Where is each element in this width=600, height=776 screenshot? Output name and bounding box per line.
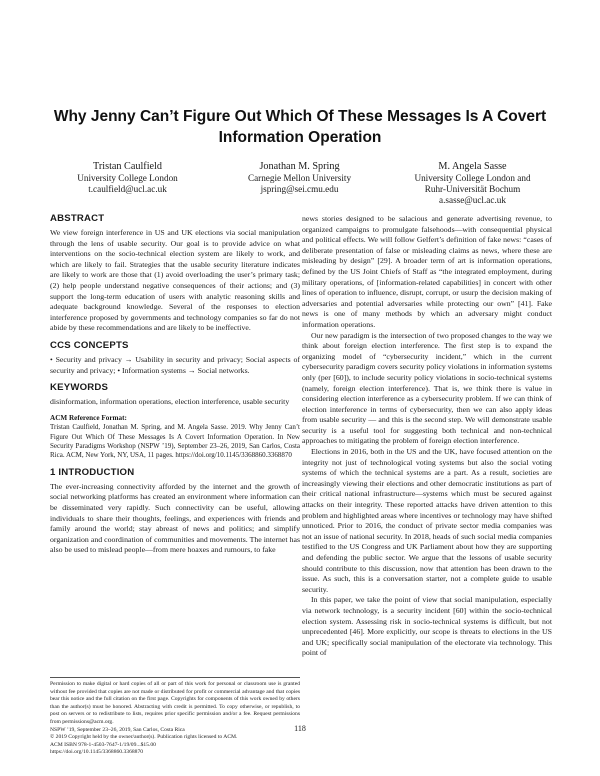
venue-line: NSPW ’19, September 23–26, 2019, San Carlos, Costa Rica <box>50 726 185 733</box>
author-email: a.sasse@ucl.ac.uk <box>439 195 506 205</box>
reference-format-text: Tristan Caulfield, Jonathan M. Spring, and M. Angela Sasse. 2019. Why Jenny Can’t Figure Out Which Of These Messages Is A Covert Information Operation. In New Security Paradigms Workshop (NSPW ’19), September 23–26, 2019, San Carlos, Costa Rica. ACM, New York, NY, USA, 11 pages. https://doi.org/10.1145/3368860.3368870 <box>50 423 300 460</box>
author-2 <box>212 160 387 195</box>
isbn-line: ACM ISBN 978-1-4503-7647-1/19/09...$15.00 <box>50 741 156 748</box>
abstract-text: We view foreign interference in US and UK elections via social manipulation through the lens of usable security. Our goal is to provide advice on what interventions on the socio-technical election system are likely to work, and which are likely to fail. Strategies that the usable security literature indicates are likely to work are those that (1) avoid overloading the user’s primary task; (2) help people understand negative consequences of their actions; and (3) support the long-term education of users with analytic reasoning skills and adequate background knowledge. Several of the responses to election interference proposed by governments and technology companies so far do not abide by these recommendations and are likely to be ineffective. <box>50 228 300 333</box>
abstract-section <box>50 213 300 334</box>
author-3 <box>385 160 560 206</box>
body-paragraph-1: news stories designed to be salacious and generate advertising revenue, to organized campaigns to promulgate falsehoods—with consequential physical and political effects. We will follow Gelfert’s definition of fake news: “cases of deliberate presentation of false or misleading claims as news, where these are misleading by design” [29]. A broader term of art is information operations, defined by the US Joint Chiefs of Staff as “the integrated employment, during military operations, of [information-related capabilities] in concert with other lines of operation to influence, disrupt, corrupt, or usurp the decision making of adversaries and potential adversaries while protecting our own” [41]. Fake news is one of many methods by which an adversary might conduct information operations. <box>302 214 552 329</box>
author-name: Tristan Caulfield <box>93 161 162 172</box>
body-paragraph-4: In this paper, we take the point of view that social manipulation, especially via network technology, is a security incident [60] within the socio-technical election system. Assessing risk in socio-technical systems is difficult, but not unprecedented [46]. More explicitly, our scope is threats to elections in the US and UK; specifically social manipulation of the electorate via technology. This point of <box>302 595 552 658</box>
body-paragraph-3: Elections in 2016, both in the US and the UK, have focused attention on the integrity not just of technological voting systems but also the social voting systems of which the technical systems are a part. As a result, societies are increasingly viewing their elections and other democratic institutions as part of their critical national infrastructure—systems which must be secured against attacks on their integrity. These reported attacks have driven attention to this problem and highlighted areas where incentives or technology may have shifted unnoticed. Prior to 2016, the conduct of private sector media companies was not an issue of national security. In 2018, heads of such social media companies testified to the US Congress and UK Parliament about how they are supporting and defending the public sector. We argue that the lessons of usable security should contribute to this discussion, now that attention has been drawn to the issue. As such, this is a conversation starter, not a complete guide to usable security. <box>302 447 552 594</box>
introduction-section <box>50 467 300 556</box>
doi-line: https://doi.org/10.1145/3368860.3368870 <box>50 749 144 756</box>
author-name: M. Angela Sasse <box>438 161 507 172</box>
introduction-text: The ever-increasing connectivity afforded by the internet and the growth of social networking platforms has created an environment where information can be disseminated very rapidly. Such connectivity can be useful, allowing individuals to share their thoughts, feelings, and experiences with friends and family around the world; stay abreast of news and politics; and simplify organization and coordination of communities and movements. The internet has also be used to mislead people—from mere hoaxes and rumours, to fake <box>50 481 300 555</box>
keywords-section <box>50 382 300 408</box>
author-email: t.caulfield@ucl.ac.uk <box>88 184 167 194</box>
permission-notice: Permission to make digital or hard copies of all or part of this work for personal or classroom use is granted without fee provided that copies are not made or distributed for profit or commercial advantage and that copies bear this notice and the full citation on the first page. Copyrights for components of this work owned by others than the author(s) must be honored. Abstracting with credit is permitted. To copy otherwise, or republish, to post on servers or to redistribute to lists, requires prior specific permission and/or a fee. Request permissions from permissions@acm.org. <box>50 681 300 725</box>
abstract-heading: ABSTRACT <box>50 213 105 224</box>
left-column <box>50 213 300 562</box>
reference-format-heading: ACM Reference Format: <box>50 413 127 422</box>
author-email: jspring@sei.cmu.edu <box>260 184 339 194</box>
ccs-heading: CCS CONCEPTS <box>50 339 129 351</box>
author-1 <box>40 160 215 195</box>
body-paragraph-2: Our new paradigm is the intersection of two proposed changes to the way we think about foreign election interference. The first step is to expand the organizing model of “cybersecurity incident,” which in the current cybersecurity paradigm covers security policy violations in information systems only (per [60]), to include security policy violations in socio-technical systems (namely, foreign election interference). That is, we think there is value in considering election interference as a cybersecurity problem. If we can think of election interference in terms of cybersecurity, then we can also apply ideas from usable security — and this is the second step. We will demonstrate usable security is a useful tool for suggesting both technical and non-technical approaches to mitigating the problem of foreign election interference. <box>302 330 552 446</box>
author-affiliation-2: Ruhr-Universität Bochum <box>424 184 521 194</box>
author-affiliation: University College London <box>77 173 178 183</box>
keywords-heading: KEYWORDS <box>50 382 109 394</box>
paper-title: Why Jenny Can’t Figure Out Which Of These Messages Is A Covert Information Operation <box>53 108 547 146</box>
reference-format-section <box>50 414 300 461</box>
introduction-heading: 1 INTRODUCTION <box>50 466 135 478</box>
right-column <box>302 214 552 659</box>
copyright-footnote <box>50 677 300 757</box>
author-affiliation: Carnegie Mellon University <box>247 173 352 183</box>
copyright-line: © 2019 Copyright held by the owner/author(s). Publication rights licensed to ACM. <box>50 734 238 741</box>
ccs-text: • Security and privacy → Usability in security and privacy; Social aspects of security and privacy; • Information systems → Social networks. <box>50 354 300 375</box>
author-affiliation: University College London and <box>414 173 531 183</box>
ccs-section <box>50 340 300 376</box>
page-number: 118 <box>294 724 306 733</box>
keywords-text: disinformation, information operations, election interference, usable security <box>50 397 290 407</box>
author-name: Jonathan M. Spring <box>259 161 340 172</box>
